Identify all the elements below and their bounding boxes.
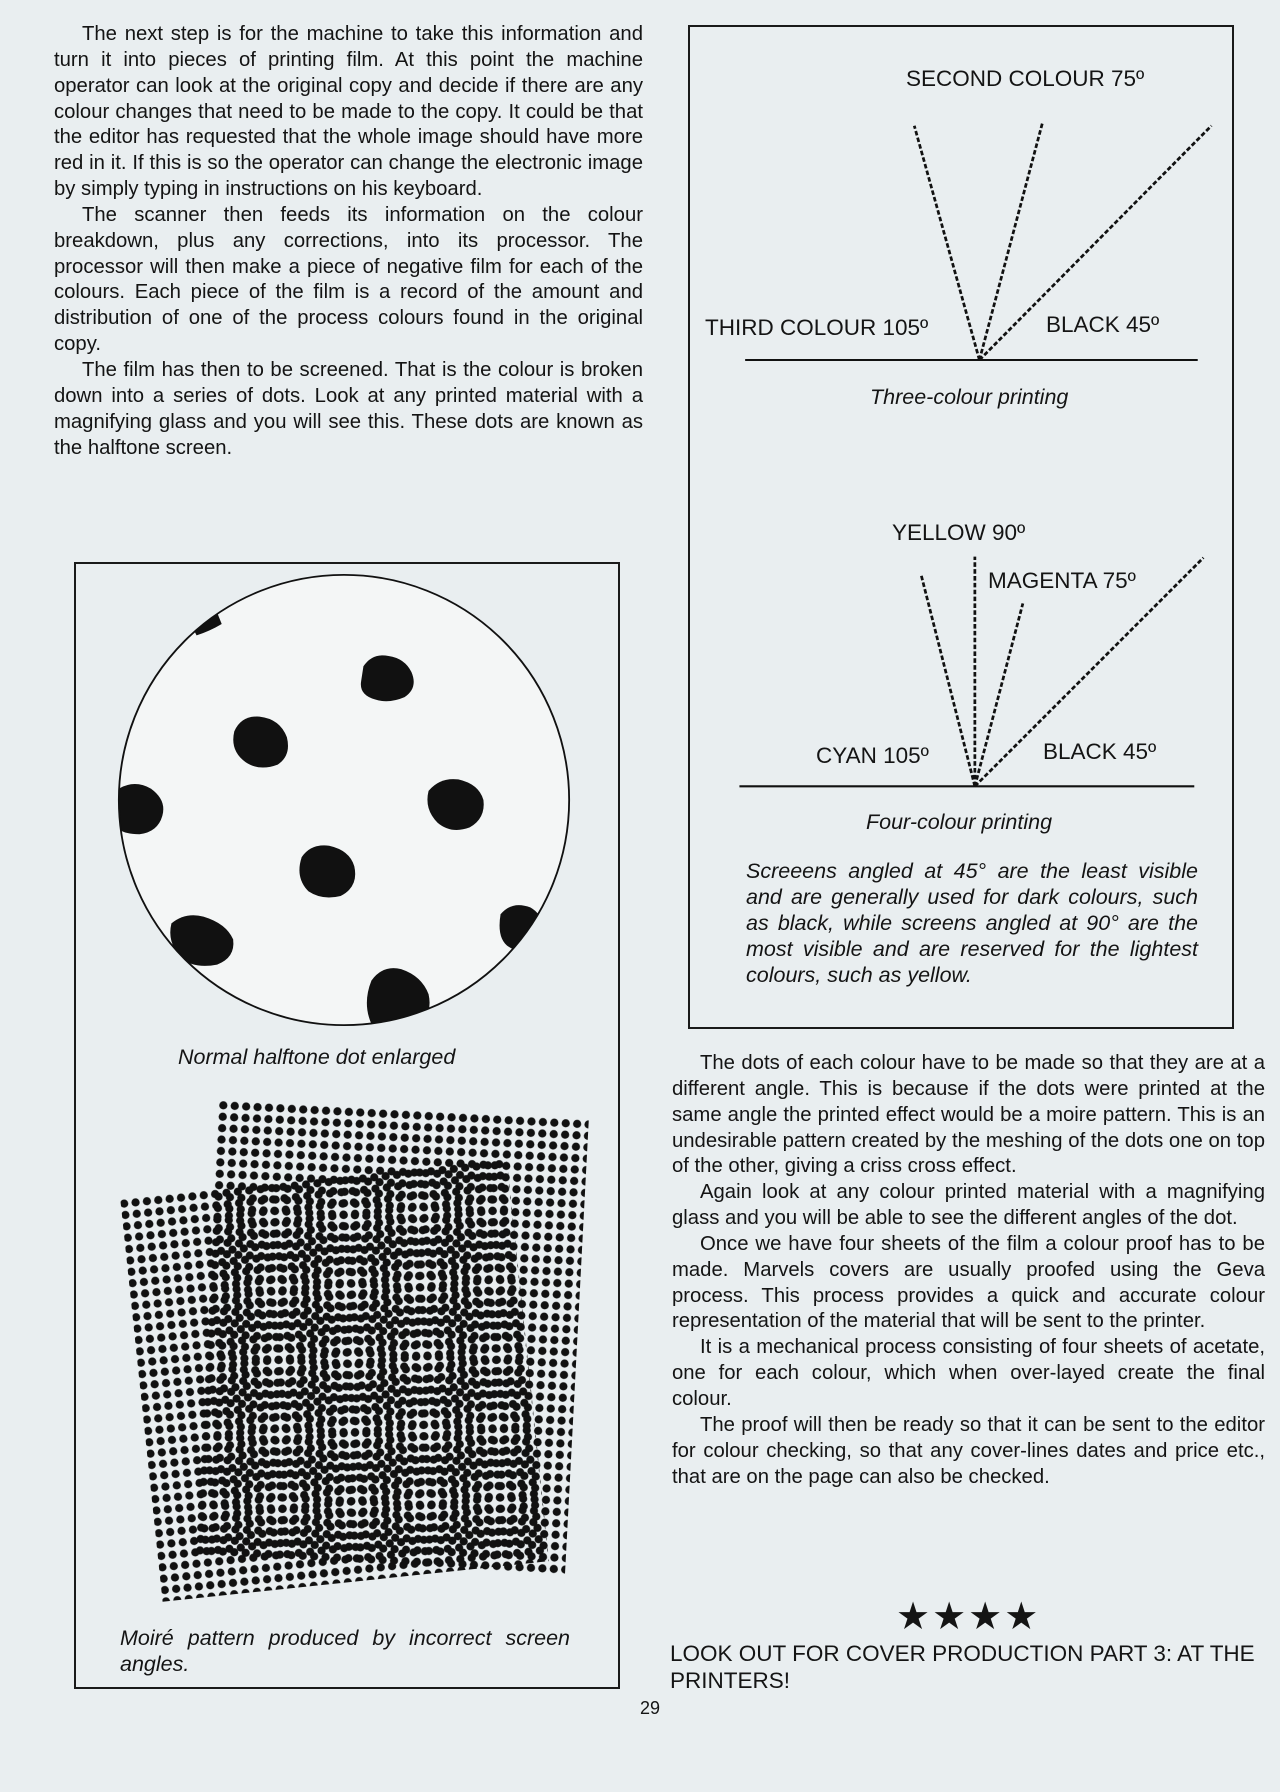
label-black-three: BLACK 45º: [1046, 312, 1160, 337]
paragraph: The film has then to be screened. That is the colour is broken down into a series of dots. Look at any printed material with a magnifying glass and you will see this. These dots are known as the halftone screen.: [54, 358, 643, 459]
moire-pattern: [120, 1099, 589, 1601]
paragraph: The proof will then be ready so that it can be sent to the editor for colour checking, so that any cover-lines dates and price etc., that are on the page can also be checked.: [672, 1413, 1265, 1488]
star-divider: ★★★★: [896, 1596, 1041, 1638]
label-black-four: BLACK 45º: [1043, 739, 1157, 764]
label-yellow: YELLOW 90º: [892, 520, 1026, 545]
label-magenta: MAGENTA 75º: [988, 568, 1136, 593]
next-part-teaser: LOOK OUT FOR COVER PRODUCTION PART 3: AT THE PRINTERS!: [670, 1641, 1255, 1693]
paragraph: The scanner then feeds its information on the colour breakdown, plus any corrections, into its processor. The processor will then make a piece of negative film for each of the colours. Each piece of the film is a record of the amount and distribution of one of the process colours found in the original copy.: [54, 203, 643, 356]
label-third-colour: THIRD COLOUR 105º: [705, 315, 929, 340]
right-column-text: [672, 1051, 1265, 1490]
paragraph: The next step is for the machine to take this information and turn it into pieces of printing film. At this point the machine operator can look at the original copy and decide if there are any colour changes that need to be made to the copy. It could be that the editor has requested that the whole image should have more red in it. If this is so the operator can change the electronic image by simply typing in instructions on his keyboard.: [54, 23, 643, 201]
paragraph: Once we have four sheets of the film a colour proof has to be made. Marvels covers are usually proofed using the Geva process. This process provides a quick and accurate colour representation of the material that will be sent to the printer.: [672, 1232, 1265, 1333]
label-second-colour: SECOND COLOUR 75º: [906, 66, 1145, 91]
caption-halftone: Normal halftone dot enlarged: [178, 1045, 456, 1069]
caption-three-colour: Three-colour printing: [870, 385, 1069, 409]
paragraph: It is a mechanical process consisting of four sheets of acetate, one for each colour, which when over-layed create the final colour.: [672, 1336, 1265, 1410]
caption-four-colour: Four-colour printing: [866, 810, 1053, 834]
caption-moire: Moiré pattern produced by incorrect screen angles.: [120, 1626, 570, 1676]
page-number: 29: [640, 1698, 661, 1718]
paragraph: Again look at any colour printed material with a magnifying glass and you will be able to see the different angles of the dot.: [672, 1181, 1265, 1230]
label-cyan: CYAN 105º: [816, 743, 929, 768]
screen-angle-note: Screeens angled at 45° are the least visible and are generally used for dark colours, such as black, while screens angled at 90° are the most visible and are reserved for the lightest colours, such as yellow.: [746, 859, 1198, 987]
paragraph: The dots of each colour have to be made so that they are at a different angle. This is because if the dots were printed at the same angle the printed effect would be a moire pattern. This is an undesirable pattern created by the meshing of the dots one on top of the other, giving a criss cross effect.: [672, 1052, 1265, 1178]
